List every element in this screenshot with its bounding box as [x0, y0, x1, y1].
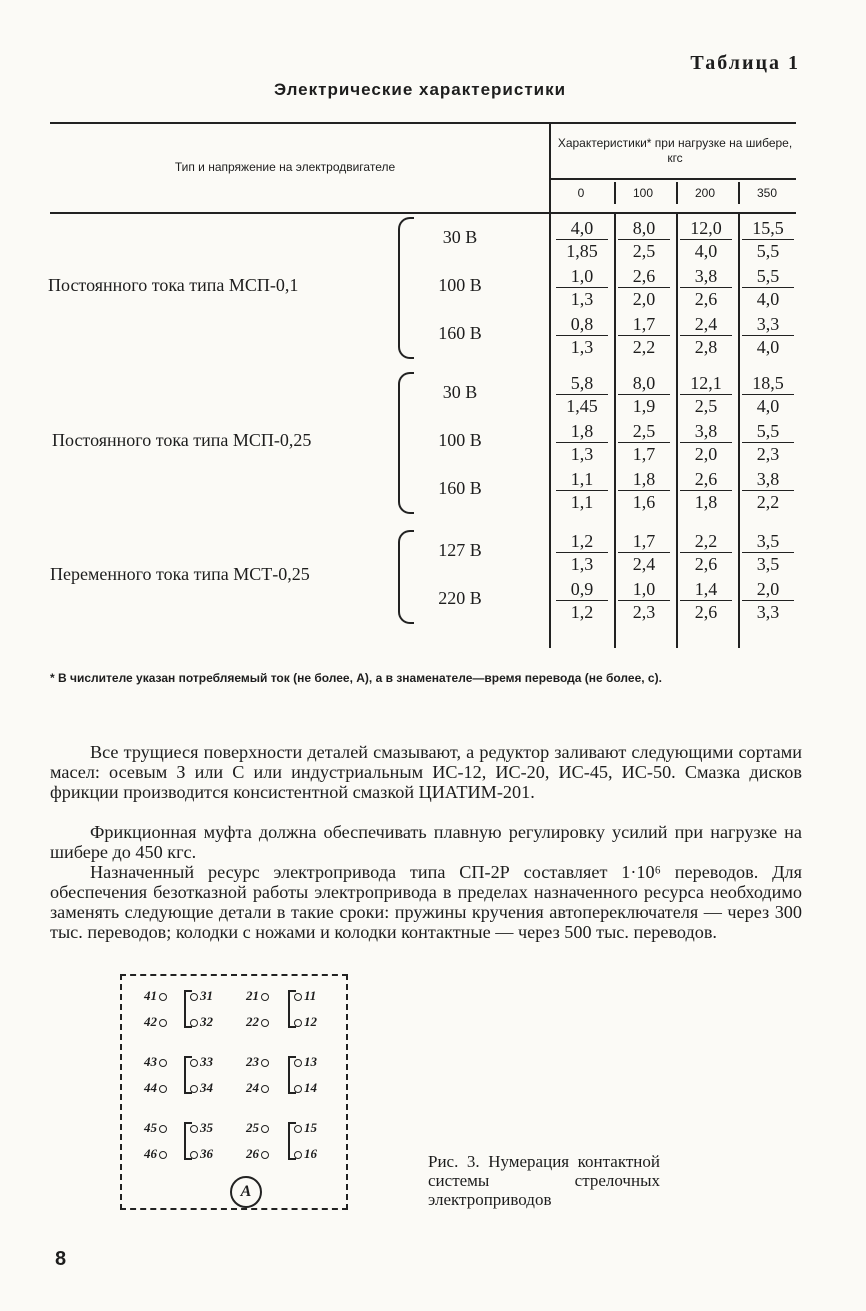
contact-bracket: [184, 1122, 192, 1160]
contact-dot: [261, 1151, 269, 1159]
contact-number: 14: [304, 1080, 317, 1095]
current-value: 2,4: [680, 313, 732, 336]
voltage-label: 100 В: [438, 275, 482, 295]
value-cell: [680, 530, 732, 575]
current-value: 12,0: [680, 217, 732, 240]
current-value: 1,7: [618, 313, 670, 336]
current-value: 1,1: [556, 468, 608, 491]
time-value: 4,0: [756, 337, 780, 357]
contact-number: 45: [144, 1120, 157, 1135]
contact-number: 36: [200, 1146, 213, 1161]
contact-label: [246, 1014, 271, 1030]
value-cell: [680, 420, 732, 465]
load-header-3: 350: [756, 186, 778, 200]
value-cell: [556, 217, 608, 262]
value-cell: [680, 265, 732, 310]
value-cell: [742, 530, 794, 575]
contact-number: 12: [304, 1014, 317, 1029]
value-cell: [742, 313, 794, 358]
contact-number: 46: [144, 1146, 157, 1161]
time-value: 1,7: [632, 444, 656, 464]
contact-bracket: [288, 1122, 296, 1160]
time-value: 2,3: [756, 444, 780, 464]
contact-dot: [159, 1125, 167, 1133]
contact-number: 42: [144, 1014, 157, 1029]
time-value: 2,5: [632, 241, 656, 261]
contact-number: 23: [246, 1054, 259, 1069]
load-header-1: 100: [632, 186, 654, 200]
contact-number: 22: [246, 1014, 259, 1029]
contact-number: 11: [304, 988, 317, 1003]
value-cell: [742, 265, 794, 310]
contact-label: [144, 1146, 169, 1162]
current-value: 5,5: [742, 420, 794, 443]
current-value: 3,8: [742, 468, 794, 491]
table-top-rule: [50, 122, 796, 124]
contact-dot: [159, 1085, 167, 1093]
current-value: 2,0: [742, 578, 794, 601]
value-cell: [742, 578, 794, 623]
time-value: 2,6: [694, 554, 718, 574]
group-brace: [398, 217, 414, 359]
current-value: 5,8: [556, 372, 608, 395]
current-value: 12,1: [680, 372, 732, 395]
footnote: * В числителе указан потребляемый ток (не более, А), а в знаменателе—время перевода (не более, с).: [50, 671, 662, 685]
figure-caption: Рис. 3. Нумерация контактной системы стрелочных электроприводов: [428, 1152, 660, 1209]
current-value: 5,5: [742, 265, 794, 288]
time-value: 3,5: [756, 554, 780, 574]
value-cell: [680, 372, 732, 417]
contact-diagram: [120, 974, 348, 1210]
contact-number: 25: [246, 1120, 259, 1135]
current-value: 1,8: [618, 468, 670, 491]
contact-number: 34: [200, 1080, 213, 1095]
value-cell: [618, 530, 670, 575]
contact-number: 31: [200, 988, 213, 1003]
time-value: 4,0: [694, 241, 718, 261]
value-cell: [556, 265, 608, 310]
value-cell: [556, 468, 608, 513]
current-value: 3,8: [680, 265, 732, 288]
contact-number: 21: [246, 988, 259, 1003]
contact-number: 24: [246, 1080, 259, 1095]
contact-number: 13: [304, 1054, 317, 1069]
motor-type: Постоянного тока типа МСП-0,25: [52, 430, 312, 450]
load-header-sep: [614, 182, 616, 204]
value-cell: [680, 217, 732, 262]
contact-number: 44: [144, 1080, 157, 1095]
value-cell: [556, 372, 608, 417]
current-value: 0,8: [556, 313, 608, 336]
value-cell: [618, 217, 670, 262]
contact-label: [246, 1146, 271, 1162]
motor-type: Постоянного тока типа МСП-0,1: [48, 275, 299, 295]
contact-label: [246, 1120, 271, 1136]
value-cell: [556, 578, 608, 623]
contact-bracket: [184, 990, 192, 1028]
time-value: 1,6: [632, 492, 656, 512]
load-header-0: 0: [577, 186, 585, 200]
contact-dot: [261, 993, 269, 1001]
table-title: Электрические характеристики: [273, 80, 567, 99]
contact-label: [246, 1080, 271, 1096]
current-value: 4,0: [556, 217, 608, 240]
contact-label: [144, 1120, 169, 1136]
contact-number: 16: [304, 1146, 317, 1161]
value-cell: [618, 468, 670, 513]
contact-number: 15: [304, 1120, 317, 1135]
column-separator: [676, 214, 678, 648]
contact-label: [246, 988, 271, 1004]
load-header-sep: [676, 182, 678, 204]
time-value: 2,6: [694, 602, 718, 622]
contact-label: [144, 1080, 169, 1096]
current-value: 3,3: [742, 313, 794, 336]
value-cell: [680, 313, 732, 358]
paragraph-resource: Назначенный ресурс электропривода типа СП-2Р составляет 1·10⁶ переводов. Для обеспечения безотказной работы электропривода в пределах назначенного ресурса необходимо заменять следующие детали в такие сроки: пружины кручения автопереключателя — через 300 тыс. переводов; колодки с ножами и колодки контактные — через 500 тыс. переводов.: [50, 862, 802, 942]
time-value: 1,8: [694, 492, 718, 512]
value-cell: [742, 420, 794, 465]
load-header-sep: [738, 182, 740, 204]
contact-dot: [159, 1059, 167, 1067]
contact-dot: [159, 1151, 167, 1159]
value-cell: [742, 468, 794, 513]
voltage-label: 160 В: [438, 323, 482, 343]
value-cell: [742, 372, 794, 417]
contact-number: 33: [200, 1054, 213, 1069]
contact-bracket: [184, 1056, 192, 1094]
time-value: 2,4: [632, 554, 656, 574]
group-brace: [398, 372, 414, 514]
voltage-label: 30 В: [442, 227, 478, 247]
value-cell: [618, 420, 670, 465]
paragraph-lubrication: Все трущиеся поверхности деталей смазывают, а редуктор заливают следующими сортами масел: осевым З или С или индустриальным ИС-12, ИС-20, ИС-45, ИС-50. Смазка дисков фрикции производится консистентной смазкой ЦИАТИМ-201.: [50, 742, 802, 802]
time-value: 4,0: [756, 396, 780, 416]
contact-dot: [261, 1019, 269, 1027]
contact-number: 41: [144, 988, 157, 1003]
time-value: 5,5: [756, 241, 780, 261]
contact-label: [144, 1014, 169, 1030]
marker-a: A: [230, 1176, 262, 1208]
time-value: 2,8: [694, 337, 718, 357]
time-value: 1,1: [570, 492, 594, 512]
contact-label: [246, 1054, 271, 1070]
time-value: 2,6: [694, 289, 718, 309]
group-brace: [398, 530, 414, 624]
time-value: 1,3: [570, 337, 594, 357]
motor-type: Переменного тока типа МСТ-0,25: [50, 564, 310, 584]
value-cell: [742, 217, 794, 262]
value-cell: [680, 578, 732, 623]
time-value: 1,45: [566, 396, 598, 416]
contact-number: 43: [144, 1054, 157, 1069]
value-cell: [618, 265, 670, 310]
contact-label: [144, 1054, 169, 1070]
table-divider: [549, 124, 551, 648]
value-cell: [556, 313, 608, 358]
current-value: 2,6: [680, 468, 732, 491]
current-value: 0,9: [556, 578, 608, 601]
current-value: 1,7: [618, 530, 670, 553]
value-cell: [680, 468, 732, 513]
voltage-label: 100 В: [438, 430, 482, 450]
time-value: 2,3: [632, 602, 656, 622]
value-cell: [618, 313, 670, 358]
current-value: 2,5: [618, 420, 670, 443]
contact-dot: [159, 1019, 167, 1027]
column-separator: [614, 214, 616, 648]
voltage-label: 30 В: [442, 382, 478, 402]
contact-dot: [159, 993, 167, 1001]
voltage-label: 160 В: [438, 478, 482, 498]
value-cell: [556, 530, 608, 575]
current-value: 15,5: [742, 217, 794, 240]
type-column-header: Тип и напряжение на электродвигателе: [174, 160, 396, 174]
column-separator: [738, 214, 740, 648]
value-cell: [618, 372, 670, 417]
contact-dot: [261, 1059, 269, 1067]
time-value: 1,3: [570, 289, 594, 309]
current-value: 1,2: [556, 530, 608, 553]
current-value: 3,8: [680, 420, 732, 443]
contact-dot: [261, 1125, 269, 1133]
contact-number: 32: [200, 1014, 213, 1029]
current-value: 1,0: [556, 265, 608, 288]
contact-dot: [261, 1085, 269, 1093]
current-value: 1,8: [556, 420, 608, 443]
characteristics-header: Характеристики* при нагрузке на шибере, кгс: [557, 136, 793, 165]
time-value: 1,9: [632, 396, 656, 416]
time-value: 2,2: [632, 337, 656, 357]
table-header-rule: [50, 212, 796, 214]
current-value: 1,4: [680, 578, 732, 601]
load-header-rule: [551, 178, 796, 180]
time-value: 1,3: [570, 444, 594, 464]
current-value: 8,0: [618, 217, 670, 240]
paragraph-friction: Фрикционная муфта должна обеспечивать плавную регулировку усилий при нагрузке на шибере до 450 кгс.: [50, 822, 802, 862]
time-value: 2,5: [694, 396, 718, 416]
time-value: 3,3: [756, 602, 780, 622]
current-value: 1,0: [618, 578, 670, 601]
voltage-label: 127 В: [438, 540, 482, 560]
page-number: 8: [55, 1248, 67, 1270]
time-value: 2,0: [632, 289, 656, 309]
table-number: Таблица 1: [690, 52, 800, 74]
time-value: 4,0: [756, 289, 780, 309]
current-value: 3,5: [742, 530, 794, 553]
time-value: 1,85: [566, 241, 598, 261]
current-value: 2,6: [618, 265, 670, 288]
load-header-2: 200: [694, 186, 716, 200]
voltage-label: 220 В: [438, 588, 482, 608]
time-value: 1,2: [570, 602, 594, 622]
time-value: 2,2: [756, 492, 780, 512]
contact-label: [144, 988, 169, 1004]
value-cell: [618, 578, 670, 623]
contact-bracket: [288, 1056, 296, 1094]
contact-number: 35: [200, 1120, 213, 1135]
current-value: 8,0: [618, 372, 670, 395]
time-value: 2,0: [694, 444, 718, 464]
value-cell: [556, 420, 608, 465]
contact-number: 26: [246, 1146, 259, 1161]
contact-bracket: [288, 990, 296, 1028]
current-value: 2,2: [680, 530, 732, 553]
current-value: 18,5: [742, 372, 794, 395]
time-value: 1,3: [570, 554, 594, 574]
